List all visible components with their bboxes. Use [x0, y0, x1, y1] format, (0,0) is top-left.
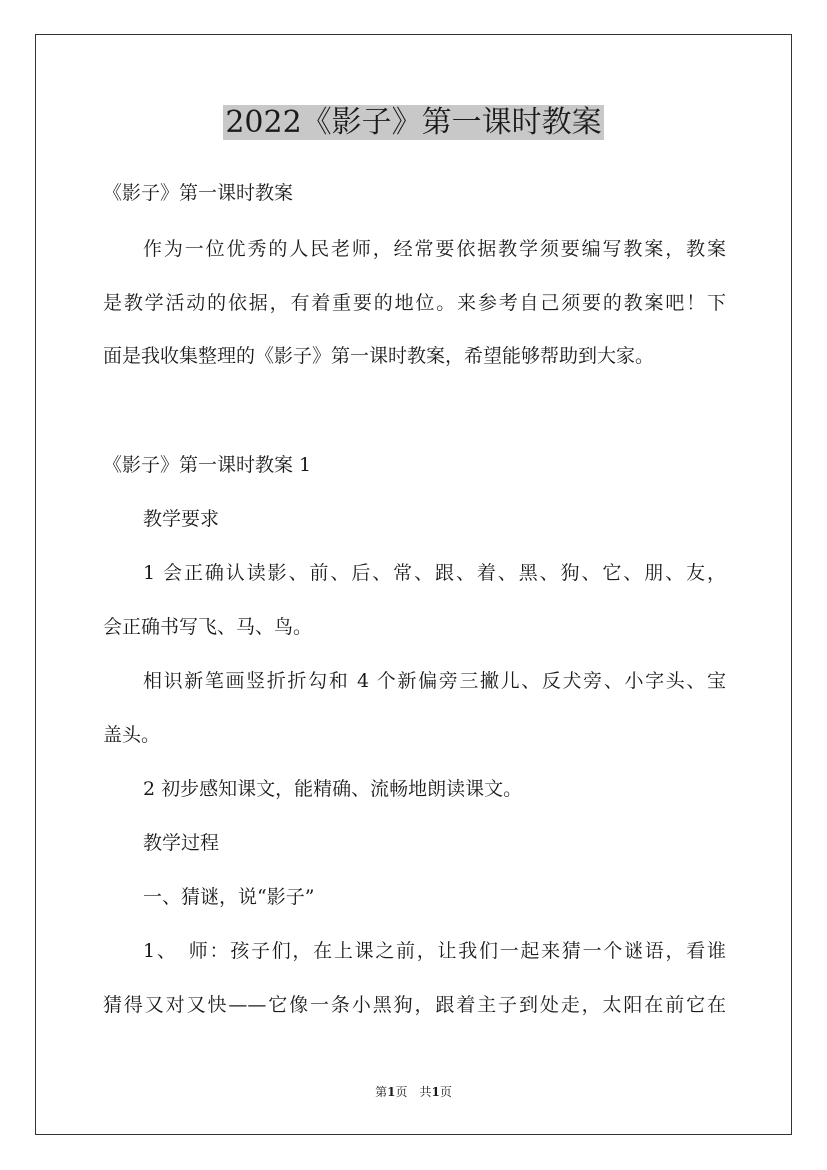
footer-total-pages: 1: [431, 1085, 440, 1099]
requirement-1b-line-1: 相识新笔画竖折折勾和 4 个新偏旁三撇儿、反犬旁、小字头、宝: [143, 670, 726, 692]
requirement-1b-line-2: 盖头。: [103, 724, 161, 746]
footer-suffix: 页: [439, 1085, 452, 1099]
intro-line-3: 面是我收集整理的《影子》第一课时教案，希望能够帮助到大家。: [103, 345, 655, 367]
teaching-process-label: 教学过程: [143, 832, 220, 854]
requirement-1-line-1: 1 会正确认读影、前、后、常、跟、着、黑、狗、它、朋、友，: [143, 562, 726, 584]
document-title-text: 2022《影子》第一课时教案: [225, 105, 602, 140]
page-footer: [0, 1084, 827, 1100]
intro-line-1: 作为一位优秀的人民老师，经常要依据教学须要编写教案，教案: [143, 238, 726, 260]
requirement-2: 2 初步感知课文，能精确、流畅地朗读课文。: [143, 778, 523, 800]
footer-page-number: 1: [387, 1085, 396, 1099]
requirement-1-line-2: 会正确书写飞、马、鸟。: [103, 616, 313, 638]
intro-line-2: 是教学活动的依据，有着重要的地位。来参考自己须要的教案吧！下: [103, 292, 726, 314]
step-1-heading: 一、猜谜，说“影子”: [143, 886, 315, 908]
section-heading: 《影子》第一课时教案 1: [103, 454, 312, 476]
footer-mid: 页 共: [395, 1085, 432, 1099]
step-1-line-1: 1、 师：孩子们，在上课之前，让我们一起来猜一个谜语，看谁: [143, 940, 726, 962]
footer-prefix: 第: [375, 1085, 388, 1099]
subtitle: 《影子》第一课时教案: [103, 182, 294, 204]
step-1-line-2: 猜得又对又快——它像一条小黑狗，跟着主子到处走，太阳在前它在: [103, 994, 726, 1016]
document-title: [0, 104, 827, 142]
teaching-requirements-label: 教学要求: [143, 508, 220, 530]
